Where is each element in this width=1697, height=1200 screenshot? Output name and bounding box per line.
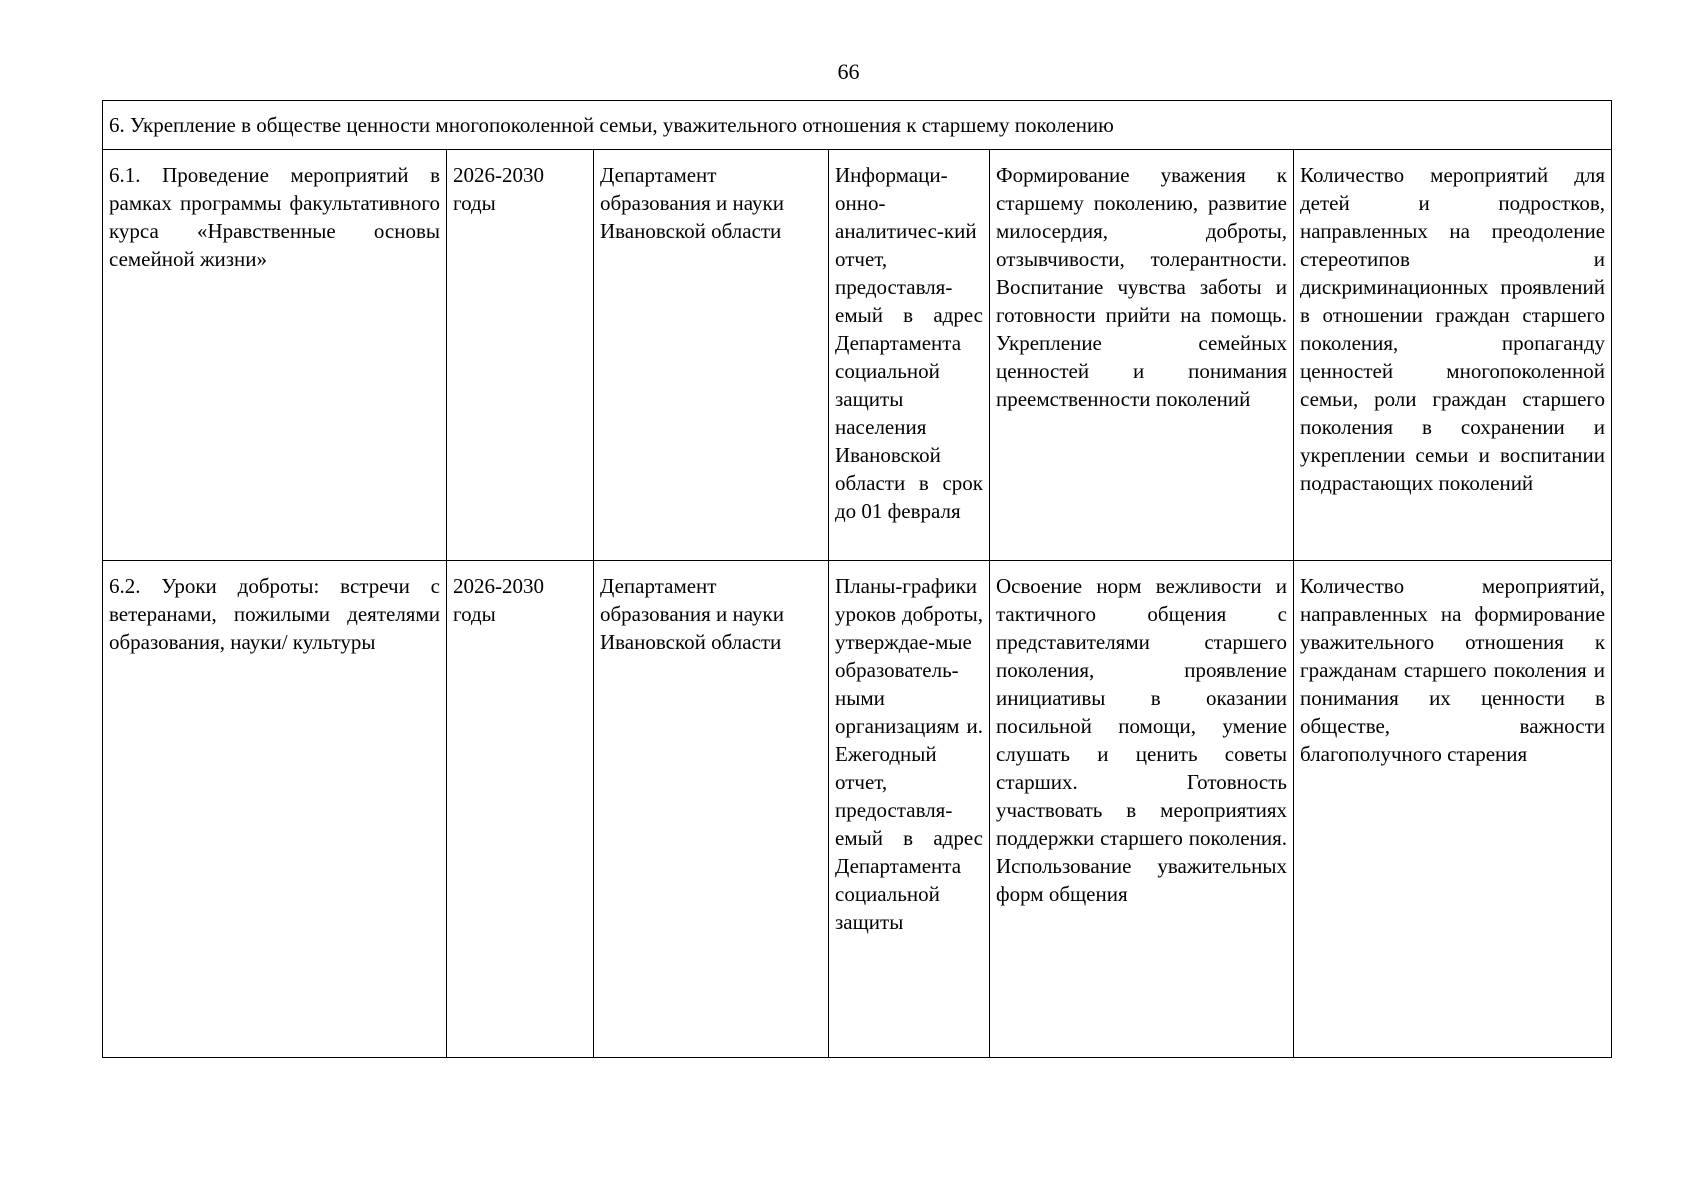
event-cell: 6.2. Уроки доброты: встречи с ветеранами, пожилыми деятелями образования, науки/ культуры: [103, 561, 447, 1058]
period-cell: 2026-2030 годы: [447, 150, 594, 561]
indicator-cell: Количество мероприятий, направленных на формирование уважительного отношения к гражданам старшего поколения и понимания их ценности в обществе, важности благополучного старения: [1294, 561, 1612, 1058]
period-cell: 2026-2030 годы: [447, 561, 594, 1058]
responsible-cell: Департамент образования и науки Ивановской области: [594, 561, 829, 1058]
activities-table: [102, 100, 1612, 1058]
section-title: 6. Укрепление в обществе ценности многопоколенной семьи, уважительного отношения к старшему поколению: [103, 101, 1612, 150]
result-cell: Формирование уважения к старшему поколению, развитие милосердия, доброты, отзывчивости, толерантности. Воспитание чувства заботы и готовности прийти на помощь. Укрепление семейных ценностей и понимания преемственности поколений: [990, 150, 1294, 561]
page-number: 66: [837, 59, 860, 84]
indicator-cell: Количество мероприятий для детей и подростков, направленных на преодоление стереотипов и дискриминационных проявлений в отношении граждан старшего поколения, пропаганду ценностей многопоколенной семьи, роли граждан старшего поколения в сохранении и укреплении семьи и воспитании подрастающих поколений: [1294, 150, 1612, 561]
result-cell: Освоение норм вежливости и тактичного общения с представителями старшего поколения, проявление инициативы в оказании посильной помощи, умение слушать и ценить советы старших. Готовность участвовать в мероприятиях поддержки старшего поколения. Использование уважительных форм общения: [990, 561, 1294, 1058]
table-row: [103, 150, 1612, 561]
responsible-cell: Департамент образования и науки Ивановской области: [594, 150, 829, 561]
section-heading-row: [103, 101, 1612, 150]
event-cell: 6.1. Проведение мероприятий в рамках программы факультативного курса «Нравственные основы семейной жизни»: [103, 150, 447, 561]
table-row: [103, 561, 1612, 1058]
report-cell: Информаци-онно-аналитичес-кий отчет, предоставля-емый в адрес Департамента социальной защиты населения Ивановской области в срок до 01 февраля: [829, 150, 990, 561]
report-cell: Планы-графики уроков доброты, утверждае-мые образователь-ными организациям и. Ежегодный отчет, предоставля-емый в адрес Департамента социальной защиты: [829, 561, 990, 1058]
